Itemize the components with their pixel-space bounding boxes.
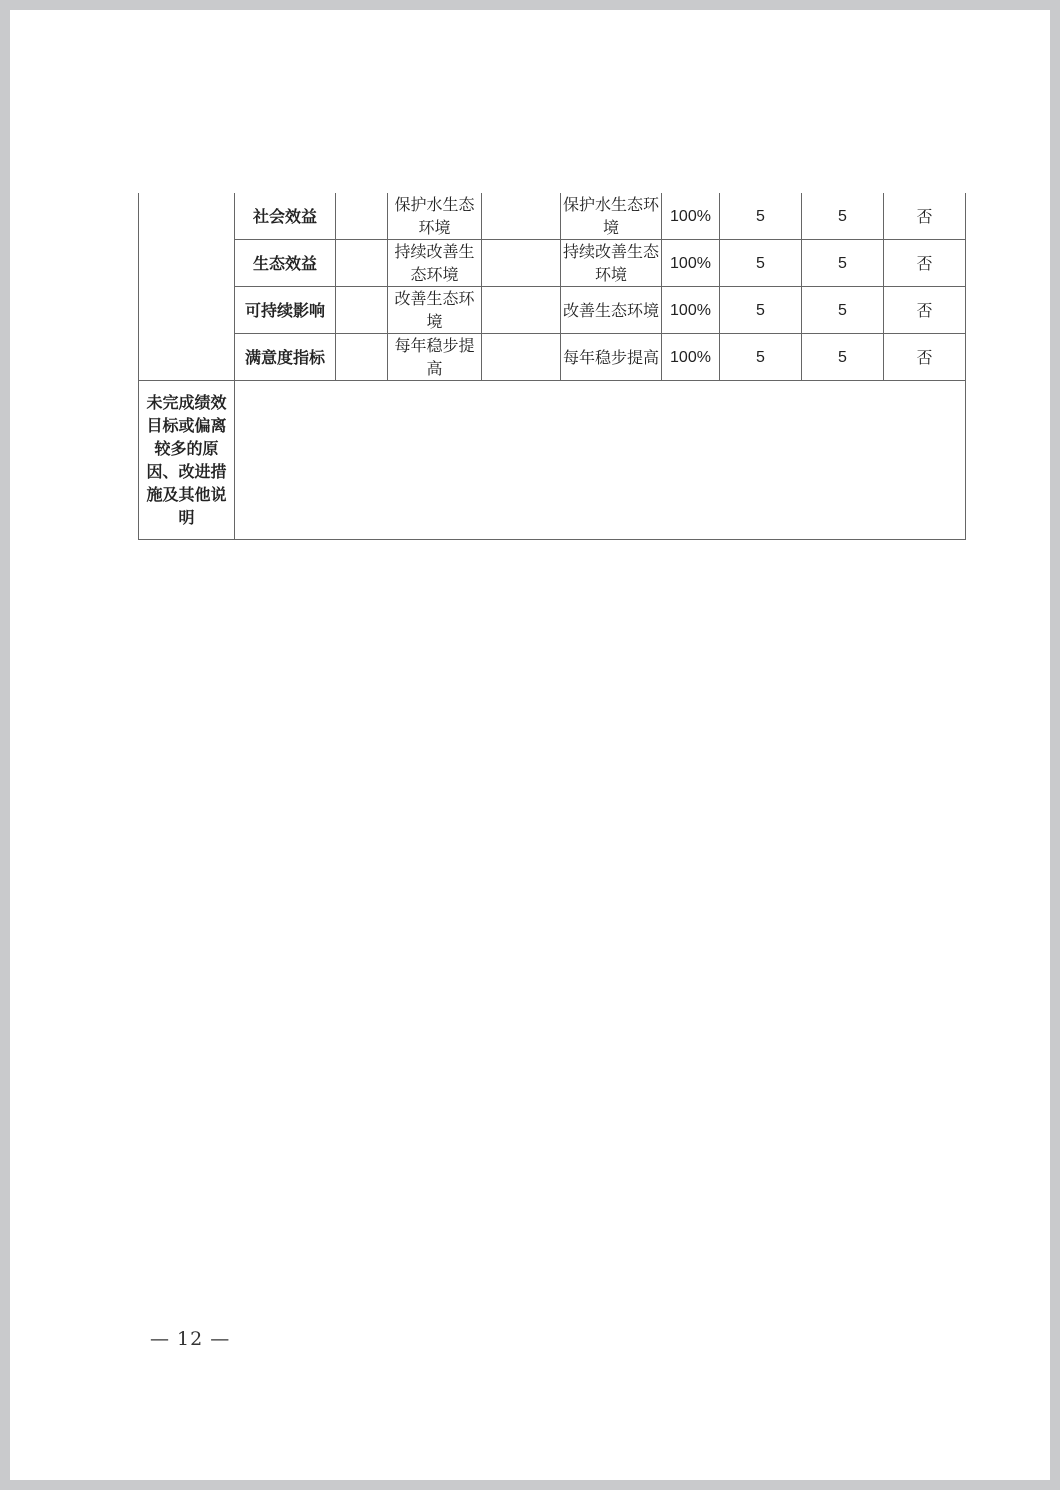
- score-value: 5: [802, 240, 884, 287]
- actual-value: 持续改善生态环境: [561, 240, 662, 287]
- blank-cell: [336, 334, 388, 381]
- category-cell: [139, 193, 235, 381]
- blank-cell: [482, 193, 561, 240]
- table-row: [139, 240, 966, 287]
- blank-cell: [336, 193, 388, 240]
- target-value: 改善生态环境: [388, 287, 482, 334]
- completion-rate: 100%: [662, 287, 720, 334]
- flag-value: 否: [884, 240, 966, 287]
- blank-cell: [336, 287, 388, 334]
- weight-value: 5: [720, 334, 802, 381]
- blank-cell: [482, 240, 561, 287]
- table-row: [139, 287, 966, 334]
- blank-cell: [336, 240, 388, 287]
- table-row: [139, 334, 966, 381]
- blank-cell: [482, 334, 561, 381]
- actual-value: 每年稳步提高: [561, 334, 662, 381]
- blank-cell: [482, 287, 561, 334]
- table-row: [139, 193, 966, 240]
- remarks-label: 未完成绩效目标或偏离较多的原因、改进措施及其他说明: [139, 381, 235, 540]
- flag-value: 否: [884, 287, 966, 334]
- performance-table: [138, 193, 966, 540]
- metric-name: 满意度指标: [235, 334, 336, 381]
- remarks-content: [235, 381, 966, 540]
- document-page: [10, 10, 1050, 1480]
- metric-name: 可持续影响: [235, 287, 336, 334]
- page-number: — 12 —: [150, 1328, 231, 1350]
- score-value: 5: [802, 334, 884, 381]
- weight-value: 5: [720, 240, 802, 287]
- weight-value: 5: [720, 287, 802, 334]
- target-value: 保护水生态环境: [388, 193, 482, 240]
- completion-rate: 100%: [662, 240, 720, 287]
- completion-rate: 100%: [662, 334, 720, 381]
- remarks-row: [139, 381, 966, 540]
- flag-value: 否: [884, 334, 966, 381]
- actual-value: 改善生态环境: [561, 287, 662, 334]
- score-value: 5: [802, 193, 884, 240]
- target-value: 持续改善生态环境: [388, 240, 482, 287]
- target-value: 每年稳步提高: [388, 334, 482, 381]
- actual-value: 保护水生态环境: [561, 193, 662, 240]
- weight-value: 5: [720, 193, 802, 240]
- metric-name: 社会效益: [235, 193, 336, 240]
- completion-rate: 100%: [662, 193, 720, 240]
- flag-value: 否: [884, 193, 966, 240]
- score-value: 5: [802, 287, 884, 334]
- metric-name: 生态效益: [235, 240, 336, 287]
